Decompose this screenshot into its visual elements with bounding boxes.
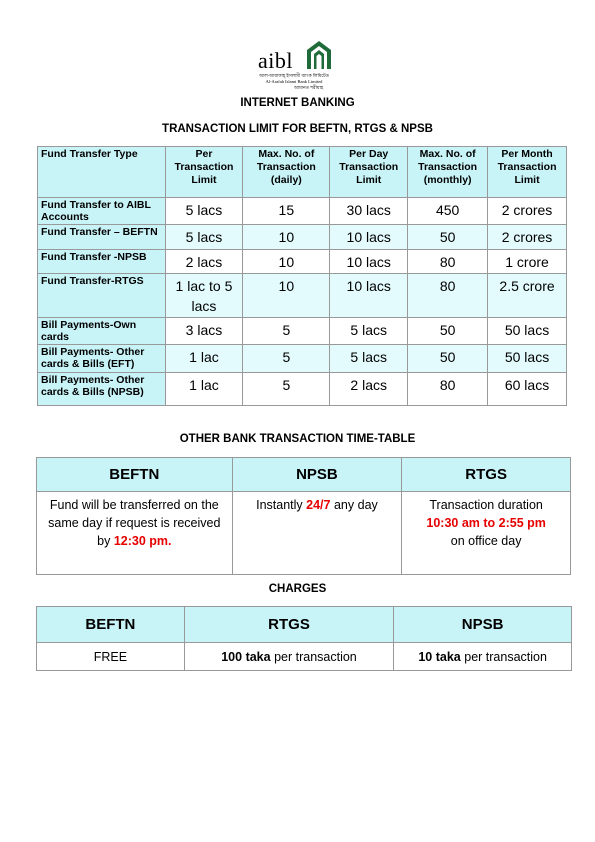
rtgs-timing (402, 492, 571, 575)
timetable-header-rtgs: RTGS (402, 458, 571, 492)
logo-wordmark: aibl (258, 48, 293, 73)
table-row (38, 318, 567, 345)
timetable-header-row (37, 458, 571, 492)
row-type: Bill Payments- Other cards & Bills (NPSB) (38, 373, 166, 406)
table-row (38, 225, 567, 250)
cell-value: 10 lacs (330, 250, 408, 274)
cell-value: 450 (408, 198, 488, 225)
npsb-charge-suffix: per transaction (464, 649, 547, 664)
rtgs-charge-suffix: per transaction (274, 649, 357, 664)
cell-value: 80 (408, 250, 488, 274)
table-row (38, 373, 567, 406)
header-max-daily-transactions: Max. No. of Transaction (daily) (243, 147, 330, 198)
cell-value: 2 lacs (165, 250, 243, 274)
cell-value: 50 (408, 225, 488, 250)
rtgs-timing-window: 10:30 am to 2:55 pm (426, 516, 546, 530)
row-type: Fund Transfer – BEFTN (38, 225, 166, 250)
cell-value: 1 crore (488, 250, 567, 274)
npsb-timing-highlight: 24/7 (306, 498, 331, 512)
charges-table (36, 606, 572, 671)
cell-value: 5 (243, 318, 330, 345)
rtgs-timing-post: on office day (450, 534, 522, 548)
charges-title: CHARGES (268, 583, 327, 595)
logo-english-name: Al-Arafah Islami Bank Limited (265, 79, 323, 84)
aibl-logo (254, 40, 344, 92)
cell-value: 1 lac to 5 lacs (165, 274, 243, 318)
internet-banking-heading: INTERNET BANKING (240, 97, 355, 109)
cell-value: 2 crores (488, 198, 567, 225)
cell-value: 10 lacs (330, 274, 408, 318)
header-per-day-limit: Per Day Transaction Limit (330, 147, 408, 198)
timetable-table (36, 457, 571, 575)
cell-value: 5 (243, 345, 330, 373)
table-row (38, 345, 567, 373)
cell-value: 10 (243, 250, 330, 274)
cell-value: 80 (408, 274, 488, 318)
transaction-limit-table (37, 146, 567, 406)
cell-value: 1 lac (165, 345, 243, 373)
header-per-transaction-limit: Per Transaction Limit (165, 147, 243, 198)
beftn-timing-text: Fund will be transferred on the same day if request is received by (48, 498, 221, 548)
rtgs-charge-amount: 100 taka (221, 649, 271, 664)
cell-value: 30 lacs (330, 198, 408, 225)
cell-value: 50 (408, 345, 488, 373)
cell-value: 2.5 crore (488, 274, 567, 318)
cell-value: 50 (408, 318, 488, 345)
timetable-title: OTHER BANK TRANSACTION TIME-TABLE (179, 433, 416, 445)
header-fund-transfer-type: Fund Transfer Type (38, 147, 166, 198)
charges-body-row (37, 643, 572, 671)
header-max-monthly-transactions: Max. No. of Transaction (monthly) (408, 147, 488, 198)
header-per-month-limit: Per Month Transaction Limit (488, 147, 567, 198)
cell-value: 15 (243, 198, 330, 225)
beftn-timing (37, 492, 233, 575)
timetable-body-row (37, 492, 571, 575)
npsb-charge-amount: 10 taka (418, 649, 461, 664)
timetable-header-npsb: NPSB (232, 458, 402, 492)
cell-value: 5 lacs (330, 318, 408, 345)
table-row (38, 274, 567, 318)
cell-value: 2 lacs (330, 373, 408, 406)
row-type: Fund Transfer-RTGS (38, 274, 166, 318)
cell-value: 10 lacs (330, 225, 408, 250)
npsb-timing (232, 492, 402, 575)
npsb-timing-pre: Instantly (256, 498, 303, 512)
charges-header-rtgs: RTGS (184, 607, 394, 643)
row-type: Bill Payments-Own cards (38, 318, 166, 345)
rtgs-charge (184, 643, 394, 671)
logo-tagline: আমানত শরীয়াহ (294, 85, 324, 90)
charges-header-beftn: BEFTN (37, 607, 185, 643)
row-type: Fund Transfer to AIBL Accounts (38, 198, 166, 225)
cell-value: 5 (243, 373, 330, 406)
logo-arch-icon (306, 40, 332, 70)
cell-value: 5 lacs (330, 345, 408, 373)
limit-table-header-row (38, 147, 567, 198)
cell-value: 50 lacs (488, 318, 567, 345)
rtgs-timing-pre: Transaction duration (429, 498, 543, 512)
cell-value: 2 crores (488, 225, 567, 250)
cell-value: 3 lacs (165, 318, 243, 345)
limit-table-title: TRANSACTION LIMIT FOR BEFTN, RTGS & NPSB (162, 123, 433, 135)
charges-header-npsb: NPSB (394, 607, 572, 643)
charges-header-row (37, 607, 572, 643)
cell-value: 80 (408, 373, 488, 406)
cell-value: 1 lac (165, 373, 243, 406)
cell-value: 10 (243, 274, 330, 318)
beftn-cutoff-time: 12:30 pm. (113, 534, 172, 548)
cell-value: 5 lacs (165, 198, 243, 225)
npsb-charge (394, 643, 572, 671)
cell-value: 60 lacs (488, 373, 567, 406)
cell-value: 5 lacs (165, 225, 243, 250)
table-row (38, 198, 567, 225)
cell-value: 10 (243, 225, 330, 250)
row-type: Fund Transfer -NPSB (38, 250, 166, 274)
beftn-charge: FREE (37, 643, 185, 671)
row-type: Bill Payments- Other cards & Bills (EFT) (38, 345, 166, 373)
timetable-header-beftn: BEFTN (37, 458, 233, 492)
table-row (38, 250, 567, 274)
cell-value: 50 lacs (488, 345, 567, 373)
npsb-timing-post: any day (333, 498, 378, 512)
logo-bangla-name: আল-আরাফাহ্ ইসলামী ব্যাংক লিমিটেড (259, 73, 329, 78)
